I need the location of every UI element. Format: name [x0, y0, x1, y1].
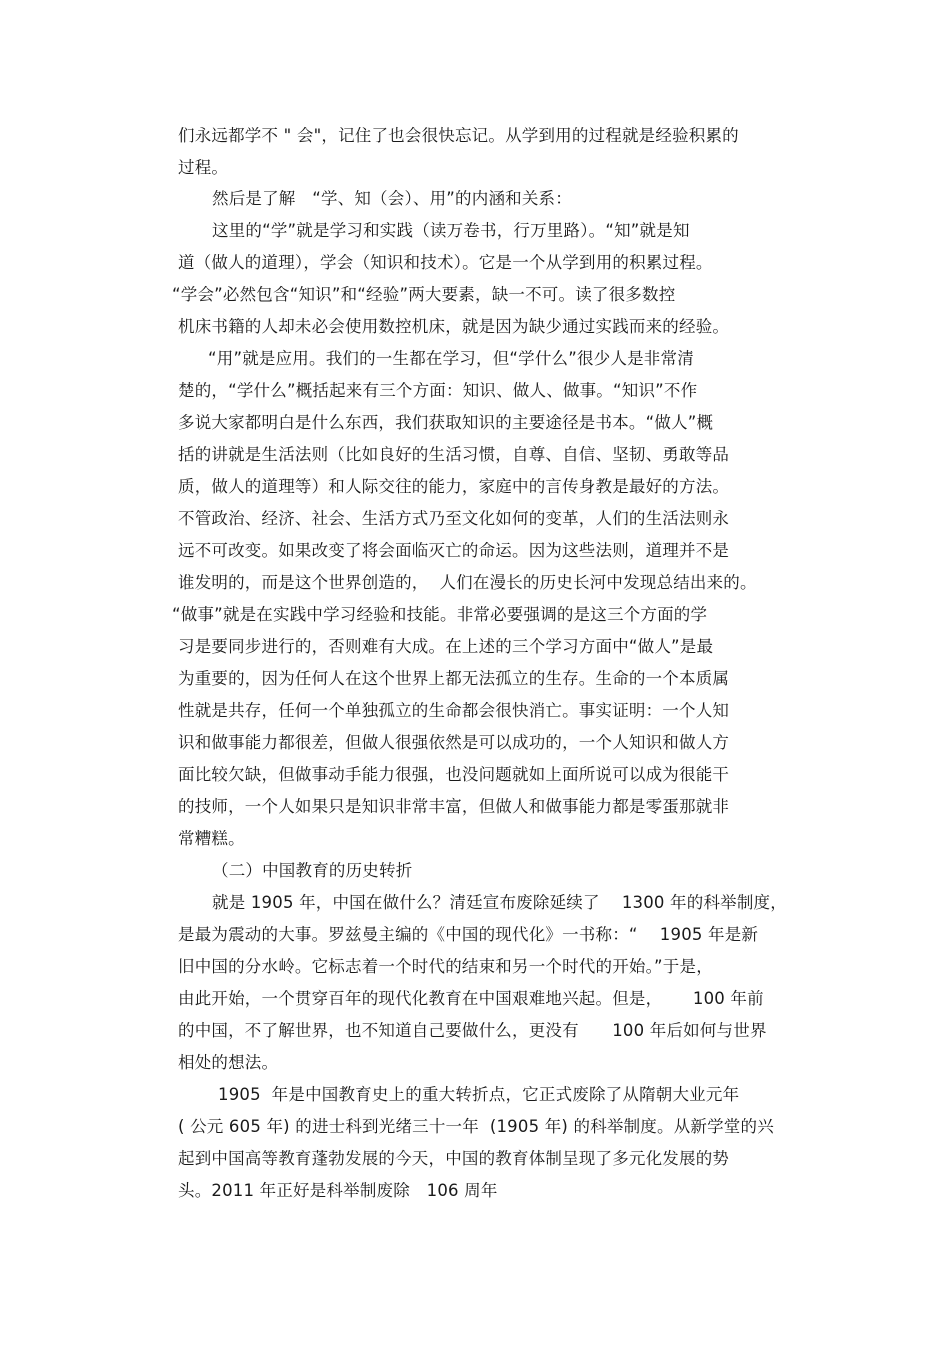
text-line: 相处的想法。: [178, 1053, 279, 1072]
section-heading: （二）中国教育的历史转折: [212, 861, 413, 880]
text-line: 旧中国的分水岭。它标志着一个时代的结束和另一个时代的开始。”于是，: [178, 957, 713, 976]
text-line: 的中国，不了解世界，也不知道自己要做什么，更没有 100 年后如何与世界: [178, 1021, 767, 1040]
text-line: “做事”就是在实践中学习经验和技能。非常必要强调的是这三个方面的学: [172, 605, 708, 624]
text-line: 这里的“学”就是学习和实践（读万卷书，行万里路）。“知”就是知: [212, 221, 690, 240]
text-line: 楚的，“学什么”概括起来有三个方面：知识、做人、做事。“知识”不作: [178, 381, 698, 400]
text-line: 面比较欠缺，但做事动手能力很强，也没问题就如上面所说可以成为很能干: [178, 765, 730, 784]
text-line: 是最为震动的大事。罗兹曼主编的《中国的现代化》一书称：“ 1905 年是新: [178, 925, 759, 944]
text-line: 机床书籍的人却未必会使用数控机床，就是因为缺少通过实践而来的经验。: [178, 317, 730, 336]
text-line: 就是 1905 年，中国在做什么？清廷宣布废除延续了 1300 年的科举制度，: [212, 893, 787, 912]
text-line: 多说大家都明白是什么东西，我们获取知识的主要途径是书本。“做人”概: [178, 413, 714, 432]
text-line: “用”就是应用。我们的一生都在学习，但“学什么”很少人是非常清: [208, 349, 694, 368]
text-line: 常糟糕。: [178, 829, 245, 848]
text-line: ( 公元 605 年) 的进士科到光绪三十一年 (1905 年) 的科举制度。从新学堂的兴: [178, 1117, 774, 1136]
text-line: 为重要的，因为任何人在这个世界上都无法孤立的生存。生命的一个本质属: [178, 669, 730, 688]
text-line: 们永远都学不 " 会"，记住了也会很快忘记。从学到用的过程就是经验积累的: [178, 126, 739, 145]
text-line: 性就是共存，任何一个单独孤立的生命都会很快消亡。事实证明：一个人知: [178, 701, 730, 720]
text-line: 头。2011 年正好是科举制废除 106 周年: [178, 1181, 498, 1200]
text-line: 1905 年是中国教育史上的重大转折点，它正式废除了从隋朝大业元年: [218, 1085, 740, 1104]
text-line: 识和做事能力都很差，但做人很强依然是可以成功的，一个人知识和做人方: [178, 733, 730, 752]
text-line: 质，做人的道理等）和人际交往的能力，家庭中的言传身教是最好的方法。: [178, 477, 730, 496]
text-line: 过程。: [178, 158, 229, 177]
text-line: 不管政治、经济、社会、生活方式乃至文化如何的变革，人们的生活法则永: [178, 509, 730, 528]
text-line: 括的讲就是生活法则（比如良好的生活习惯，自尊、自信、坚韧、勇敢等品: [178, 445, 730, 464]
text-line: “学会”必然包含“知识”和“经验”两大要素，缺一不可。读了很多数控: [172, 285, 676, 304]
text-line: 起到中国高等教育蓬勃发展的今天，中国的教育体制呈现了多元化发展的势: [178, 1149, 730, 1168]
text-line: 习是要同步进行的，否则难有大成。在上述的三个学习方面中“做人”是最: [178, 637, 714, 656]
text-line: 远不可改变。如果改变了将会面临灭亡的命运。因为这些法则，道理并不是: [178, 541, 730, 560]
text-line: 谁发明的，而是这个世界创造的， 人们在漫长的历史长河中发现总结出来的。: [178, 573, 757, 592]
text-line: 的技师，一个人如果只是知识非常丰富，但做人和做事能力都是零蛋那就非: [178, 797, 730, 816]
text-line: 然后是了解 “学、知（会）、用”的内涵和关系：: [212, 189, 572, 208]
text-line: 道（做人的道理），学会（知识和技术）。它是一个从学到用的积累过程。: [178, 253, 713, 272]
text-line: 由此开始，一个贯穿百年的现代化教育在中国艰难地兴起。但是， 100 年前: [178, 989, 764, 1008]
